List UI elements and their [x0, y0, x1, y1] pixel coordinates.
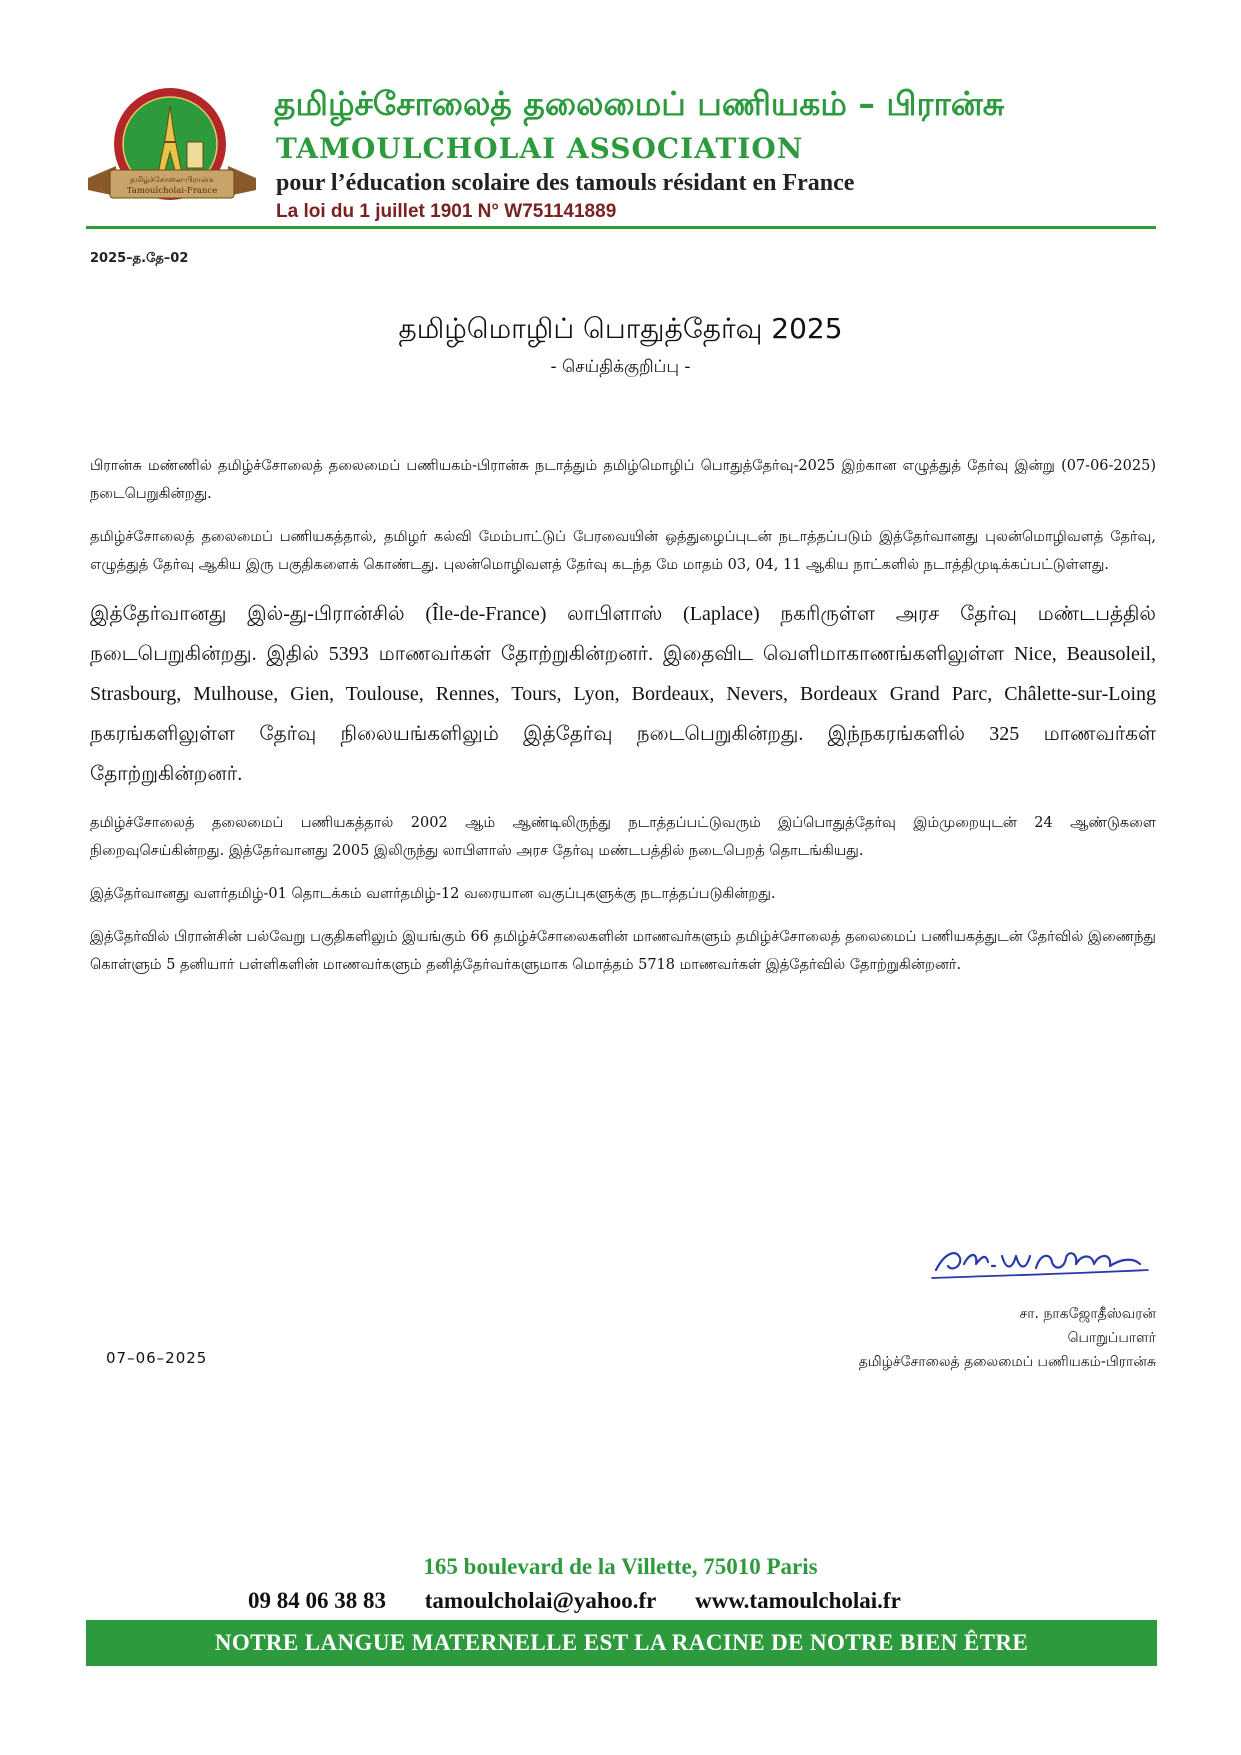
footer-phone: 09 84 06 38 83	[248, 1588, 386, 1613]
header-subtitle: pour l’éducation scolaire des tamouls résidant en France	[276, 170, 855, 196]
handwritten-signature	[926, 1236, 1156, 1286]
footer-website[interactable]: www.tamoulcholai.fr	[695, 1588, 901, 1613]
paragraph-2: தமிழ்ச்சோலைத் தலைமைப் பணியகத்தால், தமிழர் கல்வி மேம்பாட்டுப் பேரவையின் ஒத்துழைப்புடன் நடாத்தப்படும் இத்தேர்வானது புலன்மொழிவளத் தேர்வு, எழுத்துத் தேர்வு ஆகிய இரு பகுதிகளைக் கொண்டது. புலன்மொழிவளத் தேர்வு கடந்த மே மாதம் 03, 04, 11 ஆகிய நாட்களில் நடாத்திமுடிக்கப்பட்டுள்ளது.	[90, 529, 1156, 573]
header-tamil-name: தமிழ்ச்சோலைத் தலைமைப் பணியகம் – பிரான்சு	[274, 84, 1005, 123]
paragraph-6: இத்தேர்வில் பிரான்சின் பல்வேறு பகுதிகளிலும் இயங்கும் 66 தமிழ்ச்சோலைகளின் மாணவர்களும் தமிழ்ச்சோலைத் தலைமைப் பணியகத்துடன் தேர்வில் இணைந்து கொள்ளும் 5 தனியார் பள்ளிகளின் மாணவர்களும் தனித்தேர்வர்களுமாக மொத்தம் 5718 மாணவர்கள் இத்தேர்வில் தோற்றுகின்றனர்.	[90, 929, 1156, 973]
footer-contact	[248, 1588, 934, 1614]
signatory-name: சா. நாகஜோதீஸ்வரன்	[1019, 1306, 1156, 1322]
press-release-body	[90, 452, 1156, 994]
document-title: தமிழ்மொழிப் பொதுத்தேர்வு 2025	[398, 312, 843, 345]
document-date: 07–06–2025	[106, 1349, 208, 1367]
signatory-organization: தமிழ்ச்சோலைத் தலைமைப் பணியகம்-பிரான்சு	[858, 1354, 1156, 1370]
document-subtitle: - செய்திக்குறிப்பு -	[550, 357, 691, 377]
paragraph-5: இத்தேர்வானது வளர்தமிழ்-01 தொடக்கம் வளர்தமிழ்-12 வரையான வகுப்புகளுக்கு நடாத்தப்படுகின்றது.	[90, 886, 776, 902]
paragraph-4: தமிழ்ச்சோலைத் தலைமைப் பணியகத்தால் 2002 ஆம் ஆண்டிலிருந்து நடாத்தப்பட்டுவரும் இப்பொதுத்தேர்வு இம்முறையுடன் 24 ஆண்டுகளை நிறைவுசெய்கின்றது. இத்தேர்வானது 2005 இலிருந்து லாபிளாஸ் அரச தேர்வு மண்டபத்தில் நடைபெறத் தொடங்கியது.	[90, 815, 1156, 859]
svg-text:தமிழ்ச்சோலை-பிரான்சு: தமிழ்ச்சோலை-பிரான்சு	[130, 175, 214, 184]
document-reference: 2025–த.தே–02	[90, 251, 189, 266]
header-legal-info: La loi du 1 juillet 1901 N° W751141889	[276, 201, 617, 222]
footer-motto-banner: NOTRE LANGUE MATERNELLE EST LA RACINE DE NOTRE BIEN ÊTRE	[86, 1620, 1157, 1666]
header-association-name: TAMOULCHOLAI ASSOCIATION	[276, 132, 804, 165]
header-divider	[86, 226, 1156, 229]
footer-address: 165 boulevard de la Villette, 75010 Paris	[423, 1554, 818, 1579]
paragraph-3: இத்தேர்வானது இல்-து-பிரான்சில் (Île-de-France) லாபிளாஸ் (Laplace) நகரிருள்ள அரச தேர்வு மண்டபத்தில் நடைபெறுகின்றது. இதில் 5393 மாணவர்கள் தோற்றுகின்றனர். இதைவிட வெளிமாகாணங்களிலுள்ள Nice, Beausoleil, Strasbourg, Mulhouse, Gien, Toulouse, Rennes, Tours, Lyon, Bordeaux, Nevers, Bordeaux Grand Parc, Châlette-sur-Loing நகரங்களிலுள்ள தேர்வு நிலையங்களிலும் இத்தேர்வு நடைபெறுகின்றது. இந்நகரங்களில் 325 மாணவர்கள் தோற்றுகின்றனர்.	[90, 603, 1156, 785]
svg-text:Tamoulcholai-France: Tamoulcholai-France	[126, 186, 218, 196]
association-logo	[86, 86, 258, 220]
signatory-role: பொறுப்பாளர்	[1067, 1330, 1156, 1346]
footer-email[interactable]: tamoulcholai@yahoo.fr	[424, 1588, 657, 1613]
paragraph-1: பிரான்சு மண்ணில் தமிழ்ச்சோலைத் தலைமைப் பணியகம்-பிரான்சு நடாத்தும் தமிழ்மொழிப் பொதுத்தேர்வு-2025 இற்கான எழுத்துத் தேர்வு இன்று (07-06-2025) நடைபெறுகின்றது.	[90, 458, 1156, 502]
